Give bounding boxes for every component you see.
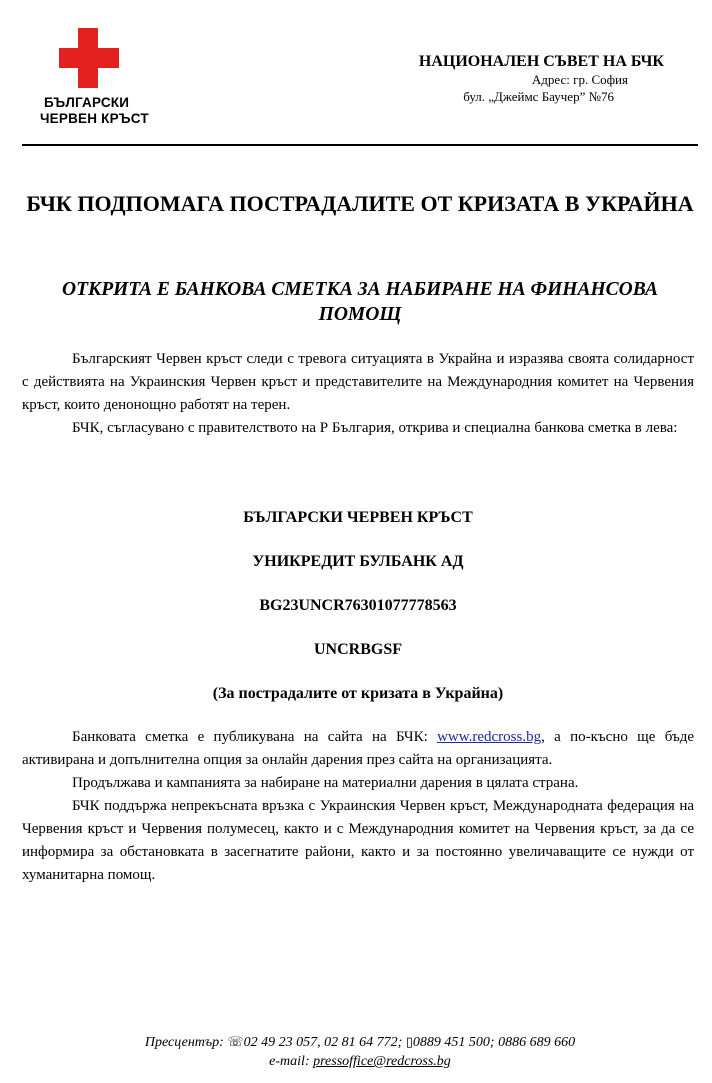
website-link[interactable]: www.redcross.bg — [437, 729, 542, 745]
press-contacts — [22, 1032, 698, 1052]
logo-line-1: БЪЛГАРСКИ — [44, 95, 130, 110]
logo-text — [40, 95, 170, 127]
paragraph-5: БЧК поддържа непрекъсната връзка с Украинския Червен кръст, Международната федерация на Червения кръст и Червения полумесец, както и с Международния комитет на Червения кръст, за да се информира за обстановката в засегнатите райони, както и за постоянно увеличаващите се нужди от хуманитарна помощ. — [22, 798, 694, 883]
document-subtitle: ОТКРИТА Е БАНКОВА СМЕТКА ЗА НАБИРАНЕ НА ФИНАНСОВА ПОМОЩ — [62, 279, 658, 325]
red-cross-icon — [59, 28, 119, 88]
paragraph-2: БЧК, съгласувано с правителството на Р България, открива и специална банкова сметка в лева: — [72, 420, 678, 436]
paragraph-3-end: , а по-късно ще бъде активирана и допълнителна опция за онлайн дарения през сайта на организацията. — [22, 729, 694, 768]
address-city: Адрес: гр. София — [531, 72, 628, 87]
org-name: НАЦИОНАЛЕН СЪВЕТ НА БЧК — [418, 53, 664, 70]
phone-icon: ☏ — [227, 1034, 244, 1049]
red-cross-logo — [40, 28, 170, 133]
paragraph-3-start: Банковата сметка е публикувана на сайта на БЧК: — [72, 729, 438, 745]
header-divider — [22, 144, 698, 146]
document-title: БЧК ПОДПОМАГА ПОСТРАДАЛИТЕ ОТ КРИЗАТА В УКРАЙНА — [26, 191, 694, 216]
intro-text — [22, 348, 694, 440]
iban: BG23UNCR76301077778563 — [259, 597, 457, 614]
mobile-numbers: 0889 451 500; 0886 689 660 — [412, 1035, 576, 1050]
bic: UNCRBGSF — [313, 641, 402, 658]
address-street: бул. „Джеймс Баучер” №76 — [463, 89, 614, 104]
account-holder: БЪЛГАРСКИ ЧЕРВЕН КРЪСТ — [243, 509, 473, 526]
paragraph-4: Продължава и кампанията за набиране на материални дарения в цялата страна. — [72, 775, 579, 791]
main-text — [22, 726, 694, 887]
letterhead — [324, 52, 664, 105]
paragraph-1: Българският Червен кръст следи с тревога ситуацията в Украйна и изразява своята солидарност с действията на Украинския Червен кръст и представителите на Международния комитет на Червения кръст, които денонощно работят на терен. — [22, 351, 694, 413]
mobile-icon: ▯ — [405, 1034, 413, 1049]
donation-purpose: (За пострадалите от кризата в Украйна) — [212, 685, 504, 702]
paragraph-3 — [22, 726, 694, 772]
logo-line-2: ЧЕРВЕН КРЪСТ — [40, 111, 149, 126]
email-label: e-mail: — [269, 1054, 310, 1069]
press-label: Пресцентър: — [144, 1035, 224, 1050]
email-link[interactable]: pressoffice@redcross.bg — [313, 1054, 451, 1069]
phone-numbers: 02 49 23 057, 02 81 64 772; — [243, 1035, 403, 1050]
bank-name: УНИКРЕДИТ БУЛБАНК АД — [252, 553, 464, 570]
email-line — [22, 1052, 698, 1071]
